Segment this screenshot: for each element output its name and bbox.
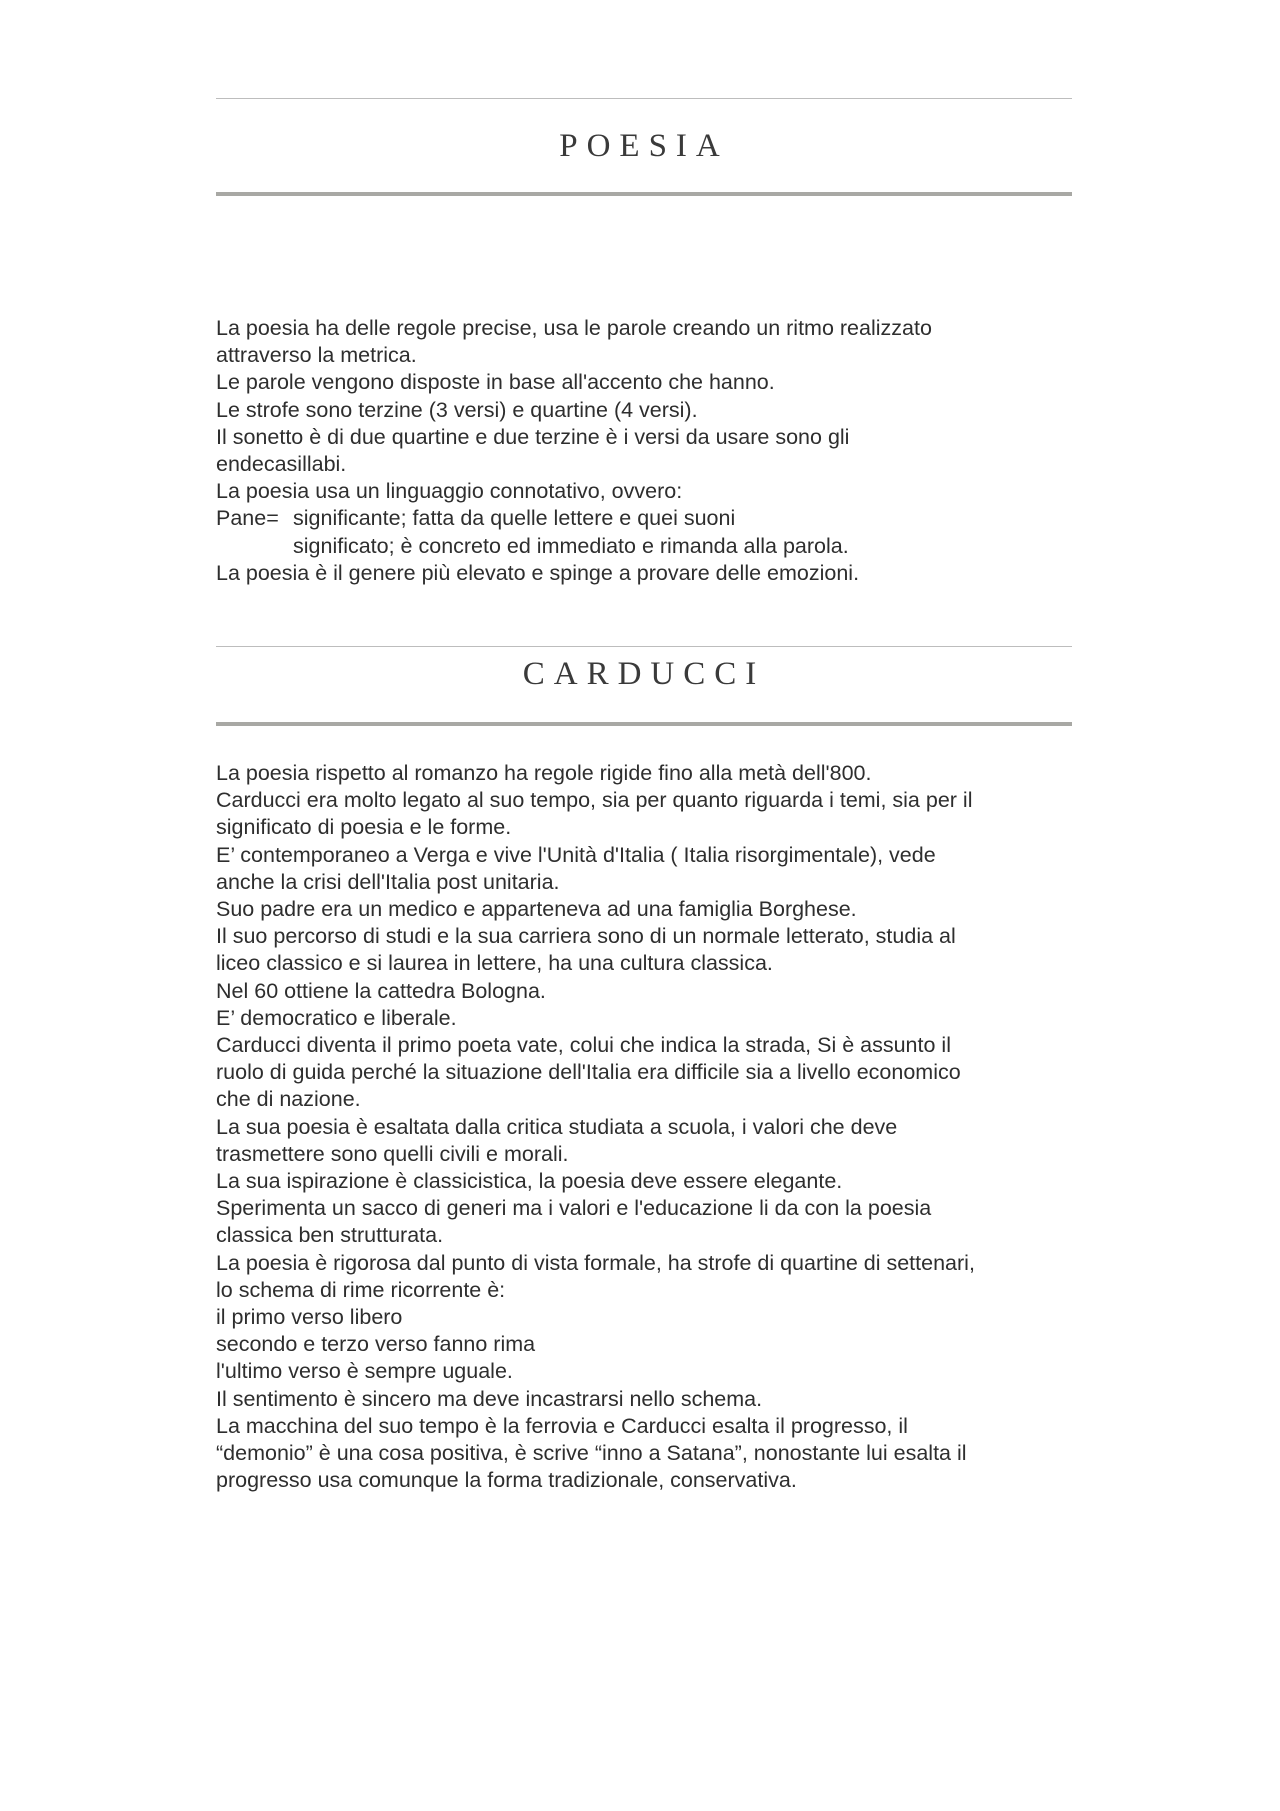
paragraph-line: lo schema di rime ricorrente è:	[216, 1277, 506, 1302]
paragraph-line: La sua poesia è esaltata dalla critica studiata a scuola, i valori che deve	[216, 1114, 898, 1139]
pane-significante: significante; fatta da quelle lettere e quei suoni	[293, 506, 736, 531]
paragraph-line: progresso usa comunque la forma tradizionale, conservativa.	[216, 1468, 797, 1493]
header-bottom-rule	[216, 192, 1072, 196]
paragraph-line: E’ democratico e liberale.	[216, 1005, 457, 1030]
paragraph-line: attraverso la metrica.	[216, 343, 417, 368]
paragraph-line: l'ultimo verso è sempre uguale.	[216, 1359, 513, 1384]
paragraph-line: Sperimenta un sacco di generi ma i valori e l'educazione li da con la poesia	[216, 1196, 932, 1221]
paragraph-line: La poesia usa un linguaggio connotativo, ovvero:	[216, 479, 683, 504]
paragraph-line: Il suo percorso di studi e la sua carriera sono di un normale letterato, studia al	[216, 924, 956, 949]
paragraph-line: E’ contemporaneo a Verga e vive l'Unità d'Italia ( Italia risorgimentale), vede	[216, 842, 936, 867]
header-top-rule	[216, 646, 1072, 647]
paragraph-line: secondo e terzo verso fanno rima	[216, 1332, 536, 1357]
paragraph-line: classica ben strutturata.	[216, 1223, 444, 1248]
header-bottom-rule	[216, 722, 1072, 726]
pane-label: Pane=	[216, 506, 279, 531]
paragraph-line: La poesia è rigorosa dal punto di vista formale, ha strofe di quartine di settenari,	[216, 1250, 975, 1275]
paragraph-line: La poesia rispetto al romanzo ha regole rigide fino alla metà dell'800.	[216, 761, 872, 785]
paragraph-line: liceo classico e si laurea in lettere, ha una cultura classica.	[216, 951, 773, 976]
poesia-header	[216, 98, 1072, 198]
paragraph-line: Il sonetto è di due quartine e due terzine è i versi da usare sono gli	[216, 424, 850, 449]
paragraph-line: “demonio” è una cosa positiva, è scrive “inno a Satana”, nonostante lui esalta il	[216, 1441, 967, 1466]
poesia-body	[216, 315, 1076, 587]
paragraph-line: trasmettere sono quelli civili e morali.	[216, 1141, 569, 1166]
paragraph-line: Suo padre era un medico e apparteneva ad una famiglia Borghese.	[216, 897, 857, 922]
paragraph-line: La macchina del suo tempo è la ferrovia e Carducci esalta il progresso, il	[216, 1413, 908, 1438]
paragraph-line: Il sentimento è sincero ma deve incastrarsi nello schema.	[216, 1386, 763, 1411]
paragraph-line: Carducci diventa il primo poeta vate, colui che indica la strada, Si è assunto il	[216, 1033, 951, 1058]
paragraph-line: endecasillabi.	[216, 452, 347, 477]
paragraph-line: Nel 60 ottiene la cattedra Bologna.	[216, 978, 546, 1003]
pane-significato: significato; è concreto ed immediato e rimanda alla parola.	[293, 533, 849, 558]
paragraph-line: Carducci era molto legato al suo tempo, sia per quanto riguarda i temi, sia per il	[216, 788, 973, 813]
carducci-title: CARDUCCI	[522, 656, 766, 692]
paragraph-line: La sua ispirazione è classicistica, la poesia deve essere elegante.	[216, 1169, 843, 1194]
carducci-header	[216, 646, 1072, 728]
pane-definition	[216, 505, 1076, 532]
header-top-rule	[216, 98, 1072, 99]
paragraph-line: il primo verso libero	[216, 1305, 403, 1330]
paragraph-line: ruolo di guida perché la situazione dell'Italia era difficile sia a livello economico	[216, 1060, 961, 1085]
paragraph-line: La poesia è il genere più elevato e spinge a provare delle emozioni.	[216, 560, 860, 585]
poesia-title: POESIA	[559, 128, 729, 164]
paragraph-line: che di nazione.	[216, 1087, 361, 1112]
paragraph-line: La poesia ha delle regole precise, usa le parole creando un ritmo realizzato	[216, 316, 932, 340]
paragraph-line: anche la crisi dell'Italia post unitaria.	[216, 869, 560, 894]
paragraph-line: Le parole vengono disposte in base all'accento che hanno.	[216, 370, 775, 395]
carducci-body	[216, 760, 1076, 1494]
paragraph-line: significato di poesia e le forme.	[216, 815, 512, 840]
paragraph-line: Le strofe sono terzine (3 versi) e quartine (4 versi).	[216, 397, 698, 422]
